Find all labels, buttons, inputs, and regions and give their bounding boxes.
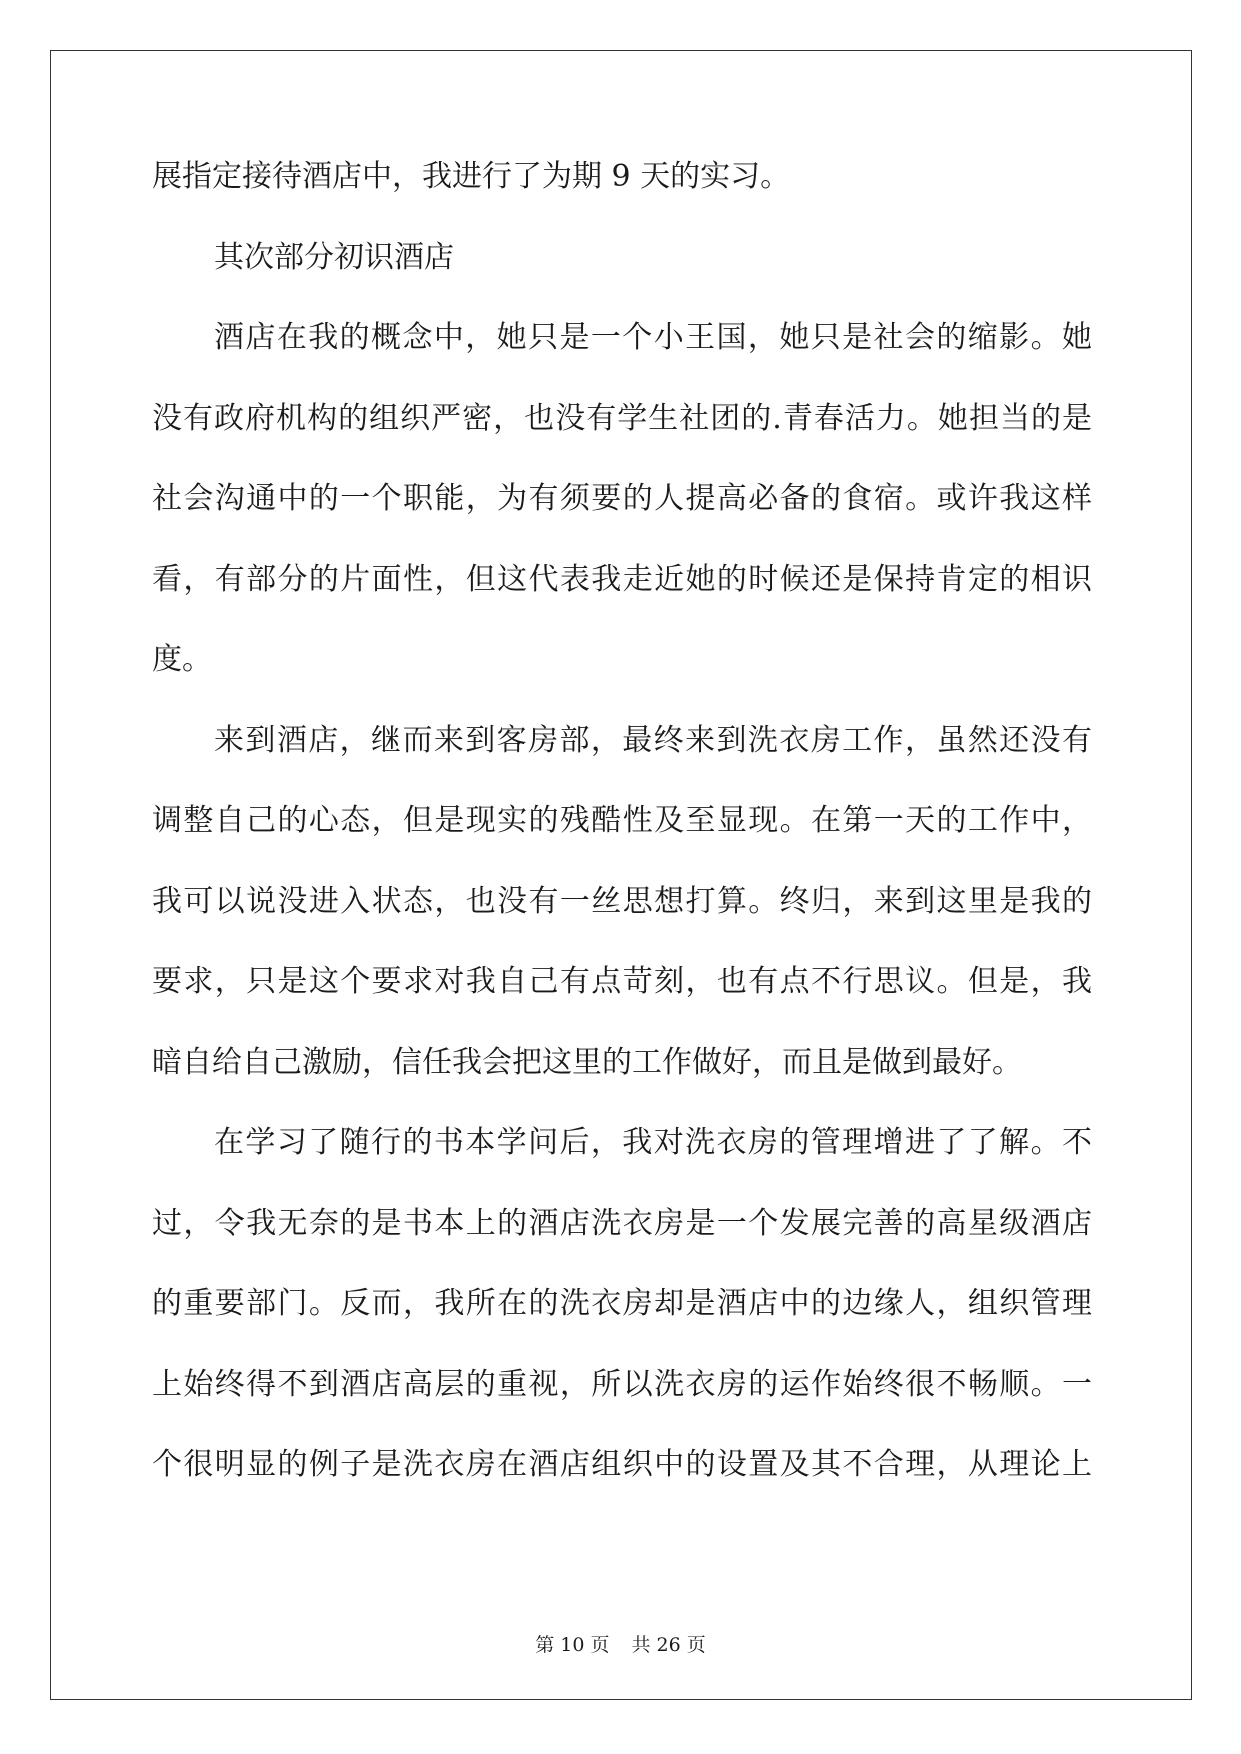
section-heading: 其次部分初识酒店 (214, 239, 454, 275)
text-line: 调整自己的心态，但是现实的残酷性及至显现。在第一天的工作中， (152, 803, 1092, 838)
text-line: 过，令我无奈的是书本上的酒店洗衣房是一个发展完善的高星级酒店 (152, 1205, 1092, 1241)
text-line: 在学习了随行的书本学问后，我对洗衣房的管理增进了了解。不 (214, 1125, 1092, 1160)
page-number: 第 10 页 (535, 1634, 610, 1656)
text-line: 酒店在我的概念中，她只是一个小王国，她只是社会的缩影。她 (214, 320, 1092, 355)
text-line: 暗自给自己激励，信任我会把这里的工作做好，而且是做到最好。 (152, 1044, 1022, 1080)
text-line: 的重要部门。反而，我所在的洗衣房却是酒店中的边缘人，组织管理 (152, 1286, 1092, 1321)
text-line: 要求，只是这个要求对我自己有点苛刻，也有点不行思议。但是，我 (152, 964, 1092, 999)
document-body (152, 159, 1092, 1531)
page-total: 共 26 页 (631, 1634, 706, 1656)
text-line: 我可以说没进入状态，也没有一丝思想打算。终归，来到这里是我的 (152, 883, 1092, 919)
text-line: 来到酒店，继而来到客房部，最终来到洗衣房工作，虽然还没有 (214, 722, 1092, 758)
text-line: 个很明显的例子是洗衣房在酒店组织中的设置及其不合理，从理论上 (152, 1447, 1092, 1482)
text-line: 看，有部分的片面性，但这代表我走近她的时候还是保持肯定的相识 (152, 561, 1092, 597)
text-line: 度。 (152, 642, 212, 677)
text-line: 上始终得不到酒店高层的重视，所以洗衣房的运作始终很不畅顺。一 (152, 1366, 1092, 1402)
page-footer (0, 1630, 1241, 1657)
text-line: 社会沟通中的一个职能，为有须要的人提高必备的食宿。或许我这样 (152, 481, 1092, 516)
text-line: 展指定接待酒店中，我进行了为期 9 天的实习。 (152, 159, 791, 194)
text-line: 没有政府机构的组织严密，也没有学生社团的.青春活力。她担当的是 (152, 400, 1092, 436)
